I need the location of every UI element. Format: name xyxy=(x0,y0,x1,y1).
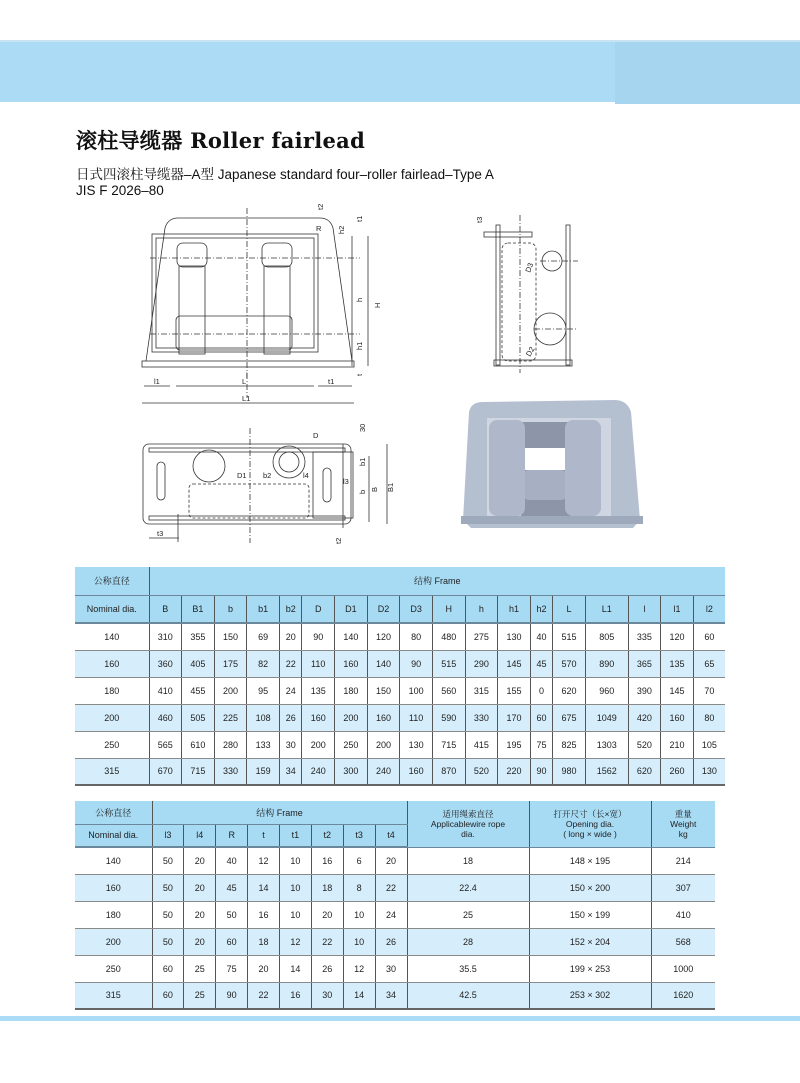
value-cell: 45 xyxy=(216,874,248,901)
table-row xyxy=(75,901,715,928)
value-cell: 14 xyxy=(280,955,312,982)
nominal-cell: 140 xyxy=(75,623,149,650)
value-cell: 22 xyxy=(248,982,280,1009)
value-cell: 0 xyxy=(530,677,552,704)
value-cell: 515 xyxy=(432,650,465,677)
opening-header-en1: Opening dia. xyxy=(565,818,615,829)
column-header: l1 xyxy=(661,595,694,623)
product-photo xyxy=(455,392,650,534)
column-header: B xyxy=(149,595,182,623)
value-cell: 20 xyxy=(184,928,216,955)
frame-group-header: 结构 Frame xyxy=(152,801,407,824)
value-cell: 715 xyxy=(432,731,465,758)
value-cell: 20 xyxy=(280,623,302,650)
value-cell: 8 xyxy=(343,874,375,901)
value-cell: 135 xyxy=(302,677,335,704)
opening-header-en2: ( long × wide ) xyxy=(563,828,617,839)
value-cell: 160 xyxy=(335,650,368,677)
banner-patch xyxy=(615,42,800,104)
value-cell: 240 xyxy=(367,758,400,785)
column-header: h1 xyxy=(498,595,531,623)
value-cell: 69 xyxy=(247,623,280,650)
value-cell: 14 xyxy=(248,874,280,901)
bottom-band xyxy=(0,1016,800,1021)
value-cell: 6 xyxy=(343,847,375,874)
value-cell: 34 xyxy=(280,758,302,785)
weight-cell: 307 xyxy=(651,874,715,901)
table-row xyxy=(75,955,715,982)
value-cell: 10 xyxy=(280,901,312,928)
dim-label: D1 xyxy=(237,471,247,480)
column-header: l2 xyxy=(693,595,725,623)
table-row xyxy=(75,731,725,758)
value-cell: 45 xyxy=(530,650,552,677)
value-cell: 10 xyxy=(280,874,312,901)
nominal-cell: 180 xyxy=(75,901,152,928)
value-cell: 50 xyxy=(152,847,184,874)
value-cell: 10 xyxy=(343,901,375,928)
nominal-cell: 200 xyxy=(75,704,149,731)
column-header: D2 xyxy=(367,595,400,623)
value-cell: 365 xyxy=(628,650,661,677)
value-cell: 280 xyxy=(214,731,247,758)
value-cell: 200 xyxy=(367,731,400,758)
nominal-header-cn: 公称直径 xyxy=(75,801,152,824)
value-cell: 10 xyxy=(280,847,312,874)
weight-cell: 1000 xyxy=(651,955,715,982)
column-header: l3 xyxy=(152,824,184,847)
nominal-cell: 250 xyxy=(75,955,152,982)
table-row xyxy=(75,874,715,901)
dim-label: h2 xyxy=(337,225,346,234)
page-subtitle xyxy=(76,167,494,199)
column-header: h2 xyxy=(530,595,552,623)
value-cell: 110 xyxy=(302,650,335,677)
value-cell: 20 xyxy=(184,847,216,874)
value-cell: 225 xyxy=(214,704,247,731)
dim-label: t2 xyxy=(316,203,325,210)
rope-header-cn: 适用绳索直径 xyxy=(442,808,494,819)
value-cell: 170 xyxy=(498,704,531,731)
value-cell: 275 xyxy=(465,623,498,650)
nominal-cell: 160 xyxy=(75,650,149,677)
value-cell: 60 xyxy=(152,955,184,982)
side-view-drawing xyxy=(474,205,584,373)
value-cell: 100 xyxy=(400,677,433,704)
value-cell: 460 xyxy=(149,704,182,731)
value-cell: 110 xyxy=(400,704,433,731)
value-cell: 420 xyxy=(628,704,661,731)
value-cell: 26 xyxy=(280,704,302,731)
value-cell: 22 xyxy=(280,650,302,677)
value-cell: 18 xyxy=(311,874,343,901)
value-cell: 90 xyxy=(400,650,433,677)
nominal-cell: 180 xyxy=(75,677,149,704)
value-cell: 90 xyxy=(530,758,552,785)
table-row xyxy=(75,982,715,1009)
dim-label: t3 xyxy=(157,529,164,538)
value-cell: 870 xyxy=(432,758,465,785)
top-banner xyxy=(0,40,800,102)
dim-label: b xyxy=(358,489,367,494)
dim-label: B1 xyxy=(386,482,395,492)
column-header: D1 xyxy=(335,595,368,623)
value-cell: 105 xyxy=(693,731,725,758)
value-cell: 60 xyxy=(693,623,725,650)
value-cell: 24 xyxy=(280,677,302,704)
value-cell: 520 xyxy=(628,731,661,758)
table-row xyxy=(75,677,725,704)
value-cell: 140 xyxy=(335,623,368,650)
value-cell: 50 xyxy=(152,928,184,955)
value-cell: 130 xyxy=(693,758,725,785)
dim-label: H xyxy=(373,302,382,308)
value-cell: 890 xyxy=(585,650,628,677)
value-cell: 160 xyxy=(302,704,335,731)
value-cell: 355 xyxy=(182,623,215,650)
spec-table-1 xyxy=(75,567,725,786)
dim-label: l4 xyxy=(303,471,309,480)
value-cell: 1049 xyxy=(585,704,628,731)
value-cell: 150 xyxy=(367,677,400,704)
value-cell: 130 xyxy=(400,731,433,758)
value-cell: 565 xyxy=(149,731,182,758)
value-cell: 26 xyxy=(311,955,343,982)
value-cell: 133 xyxy=(247,731,280,758)
weight-header-en1: Weight xyxy=(670,818,697,829)
opening-cell: 253 × 302 xyxy=(529,982,651,1009)
table-row xyxy=(75,623,725,650)
value-cell: 20 xyxy=(248,955,280,982)
value-cell: 980 xyxy=(553,758,586,785)
dim-label: D xyxy=(313,431,319,440)
value-cell: 90 xyxy=(216,982,248,1009)
table-row xyxy=(75,704,725,731)
weight-cell: 410 xyxy=(651,901,715,928)
nominal-cell: 200 xyxy=(75,928,152,955)
value-cell: 20 xyxy=(375,847,407,874)
value-cell: 34 xyxy=(375,982,407,1009)
value-cell: 415 xyxy=(465,731,498,758)
value-cell: 200 xyxy=(302,731,335,758)
dim-label: D3 xyxy=(523,261,536,274)
value-cell: 670 xyxy=(149,758,182,785)
value-cell: 20 xyxy=(311,901,343,928)
column-header: t3 xyxy=(343,824,375,847)
value-cell: 20 xyxy=(184,874,216,901)
dim-label: t2 xyxy=(334,537,343,544)
value-cell: 16 xyxy=(280,982,312,1009)
subtitle-line-2: JIS F 2026–80 xyxy=(76,183,164,198)
column-header: b1 xyxy=(247,595,280,623)
value-cell: 825 xyxy=(553,731,586,758)
rope-header-en2: dia. xyxy=(461,828,475,839)
column-header: l4 xyxy=(184,824,216,847)
weight-header xyxy=(651,801,715,847)
weight-cell: 1620 xyxy=(651,982,715,1009)
dim-label: l xyxy=(246,371,248,380)
value-cell: 505 xyxy=(182,704,215,731)
rope-dia-cell: 35.5 xyxy=(407,955,529,982)
value-cell: 155 xyxy=(498,677,531,704)
nominal-cell: 140 xyxy=(75,847,152,874)
value-cell: 95 xyxy=(247,677,280,704)
table-row xyxy=(75,758,725,785)
weight-header-cn: 重量 xyxy=(674,808,692,819)
value-cell: 480 xyxy=(432,623,465,650)
value-cell: 108 xyxy=(247,704,280,731)
value-cell: 175 xyxy=(214,650,247,677)
value-cell: 390 xyxy=(628,677,661,704)
value-cell: 60 xyxy=(530,704,552,731)
nominal-cell: 315 xyxy=(75,982,152,1009)
value-cell: 90 xyxy=(302,623,335,650)
value-cell: 330 xyxy=(465,704,498,731)
value-cell: 60 xyxy=(216,928,248,955)
weight-cell: 568 xyxy=(651,928,715,955)
opening-cell: 199 × 253 xyxy=(529,955,651,982)
value-cell: 18 xyxy=(248,928,280,955)
rope-dia-cell: 25 xyxy=(407,901,529,928)
rope-dia-cell: 42.5 xyxy=(407,982,529,1009)
value-cell: 620 xyxy=(628,758,661,785)
value-cell: 16 xyxy=(248,901,280,928)
value-cell: 200 xyxy=(335,704,368,731)
value-cell: 610 xyxy=(182,731,215,758)
value-cell: 80 xyxy=(400,623,433,650)
value-cell: 26 xyxy=(375,928,407,955)
value-cell: 145 xyxy=(498,650,531,677)
opening-cell: 152 × 204 xyxy=(529,928,651,955)
opening-header-cn: 打开尺寸（长×宽） xyxy=(553,808,627,819)
value-cell: 10 xyxy=(343,928,375,955)
value-cell: 335 xyxy=(628,623,661,650)
value-cell: 145 xyxy=(661,677,694,704)
value-cell: 50 xyxy=(152,874,184,901)
value-cell: 310 xyxy=(149,623,182,650)
dim-label: 30 xyxy=(358,423,367,432)
value-cell: 210 xyxy=(661,731,694,758)
dim-label: l3 xyxy=(343,477,349,486)
value-cell: 14 xyxy=(343,982,375,1009)
column-header: t xyxy=(248,824,280,847)
column-header: t1 xyxy=(280,824,312,847)
value-cell: 560 xyxy=(432,677,465,704)
column-header: t4 xyxy=(375,824,407,847)
value-cell: 330 xyxy=(214,758,247,785)
spec-table-2 xyxy=(75,801,715,1010)
dim-label: t1 xyxy=(328,377,335,386)
column-header: b2 xyxy=(280,595,302,623)
value-cell: 30 xyxy=(311,982,343,1009)
value-cell: 300 xyxy=(335,758,368,785)
value-cell: 200 xyxy=(214,677,247,704)
nominal-cell: 160 xyxy=(75,874,152,901)
value-cell: 25 xyxy=(184,955,216,982)
value-cell: 675 xyxy=(553,704,586,731)
dim-label: h1 xyxy=(355,341,364,350)
table-row xyxy=(75,847,715,874)
column-header: l xyxy=(628,595,661,623)
value-cell: 160 xyxy=(661,704,694,731)
value-cell: 590 xyxy=(432,704,465,731)
dim-label: D2 xyxy=(523,345,537,358)
dim-label: B xyxy=(370,486,379,492)
value-cell: 315 xyxy=(465,677,498,704)
value-cell: 12 xyxy=(248,847,280,874)
value-cell: 40 xyxy=(216,847,248,874)
value-cell: 140 xyxy=(367,650,400,677)
value-cell: 40 xyxy=(530,623,552,650)
value-cell: 30 xyxy=(375,955,407,982)
nominal-cell: 315 xyxy=(75,758,149,785)
table-row xyxy=(75,650,725,677)
value-cell: 220 xyxy=(498,758,531,785)
rope-dia-cell: 18 xyxy=(407,847,529,874)
page-title: 滚柱导缆器 Roller fairlead xyxy=(76,128,366,153)
rope-header-en1: Applicablewire rope xyxy=(430,818,506,829)
value-cell: 1562 xyxy=(585,758,628,785)
value-cell: 24 xyxy=(375,901,407,928)
column-header: L xyxy=(553,595,586,623)
value-cell: 20 xyxy=(184,901,216,928)
value-cell: 515 xyxy=(553,623,586,650)
value-cell: 12 xyxy=(280,928,312,955)
column-header: D3 xyxy=(400,595,433,623)
value-cell: 60 xyxy=(152,982,184,1009)
value-cell: 160 xyxy=(400,758,433,785)
dim-label: l1 xyxy=(154,377,160,386)
frame-group-header: 结构 Frame xyxy=(149,567,725,595)
value-cell: 620 xyxy=(553,677,586,704)
value-cell: 159 xyxy=(247,758,280,785)
value-cell: 570 xyxy=(553,650,586,677)
nominal-cell: 250 xyxy=(75,731,149,758)
value-cell: 410 xyxy=(149,677,182,704)
front-view-drawing xyxy=(130,198,390,408)
value-cell: 715 xyxy=(182,758,215,785)
value-cell: 520 xyxy=(465,758,498,785)
dim-label: h xyxy=(355,297,364,302)
column-header: L1 xyxy=(585,595,628,623)
dim-label: L xyxy=(242,377,247,386)
column-header: R xyxy=(216,824,248,847)
value-cell: 25 xyxy=(184,982,216,1009)
value-cell: 160 xyxy=(367,704,400,731)
value-cell: 75 xyxy=(530,731,552,758)
side-dimension-labels xyxy=(475,217,537,358)
value-cell: 130 xyxy=(498,623,531,650)
value-cell: 405 xyxy=(182,650,215,677)
value-cell: 16 xyxy=(311,847,343,874)
column-header: h xyxy=(465,595,498,623)
value-cell: 120 xyxy=(367,623,400,650)
dim-label: R xyxy=(316,224,322,233)
value-cell: 50 xyxy=(152,901,184,928)
dim-label: t1 xyxy=(355,215,364,222)
weight-cell: 214 xyxy=(651,847,715,874)
value-cell: 180 xyxy=(335,677,368,704)
value-cell: 150 xyxy=(214,623,247,650)
opening-cell: 150 × 200 xyxy=(529,874,651,901)
value-cell: 22 xyxy=(375,874,407,901)
value-cell: 360 xyxy=(149,650,182,677)
value-cell: 960 xyxy=(585,677,628,704)
nominal-header-en: Nominal dia. xyxy=(75,824,152,847)
value-cell: 82 xyxy=(247,650,280,677)
rope-dia-cell: 22.4 xyxy=(407,874,529,901)
value-cell: 260 xyxy=(661,758,694,785)
rope-dia-header xyxy=(407,801,529,847)
value-cell: 70 xyxy=(693,677,725,704)
opening-cell: 148 × 195 xyxy=(529,847,651,874)
value-cell: 50 xyxy=(216,901,248,928)
value-cell: 240 xyxy=(302,758,335,785)
table-row xyxy=(75,928,715,955)
value-cell: 80 xyxy=(693,704,725,731)
nominal-header-cn: 公称直径 xyxy=(75,567,149,595)
plan-view-drawing xyxy=(133,418,398,548)
column-header: B1 xyxy=(182,595,215,623)
value-cell: 75 xyxy=(216,955,248,982)
nominal-header-en: Nominal dia. xyxy=(75,595,149,623)
value-cell: 195 xyxy=(498,731,531,758)
dim-label: t xyxy=(355,373,364,376)
value-cell: 1303 xyxy=(585,731,628,758)
value-cell: 455 xyxy=(182,677,215,704)
opening-cell: 150 × 199 xyxy=(529,901,651,928)
value-cell: 12 xyxy=(343,955,375,982)
opening-header xyxy=(529,801,651,847)
value-cell: 290 xyxy=(465,650,498,677)
subtitle-line-1: 日式四滚柱导缆器–A型 Japanese standard four–roller fairlead–Type A xyxy=(76,167,494,182)
rope-dia-cell: 28 xyxy=(407,928,529,955)
column-header: b xyxy=(214,595,247,623)
column-header: t2 xyxy=(311,824,343,847)
value-cell: 22 xyxy=(311,928,343,955)
value-cell: 135 xyxy=(661,650,694,677)
dim-label: L1 xyxy=(242,394,251,403)
column-header: H xyxy=(432,595,465,623)
value-cell: 250 xyxy=(335,731,368,758)
value-cell: 30 xyxy=(280,731,302,758)
dim-label: b1 xyxy=(358,457,367,466)
value-cell: 120 xyxy=(661,623,694,650)
column-header: D xyxy=(302,595,335,623)
value-cell: 805 xyxy=(585,623,628,650)
dim-label: t3 xyxy=(475,216,484,223)
weight-header-en2: kg xyxy=(678,828,688,839)
dim-label: b2 xyxy=(263,471,272,480)
value-cell: 65 xyxy=(693,650,725,677)
